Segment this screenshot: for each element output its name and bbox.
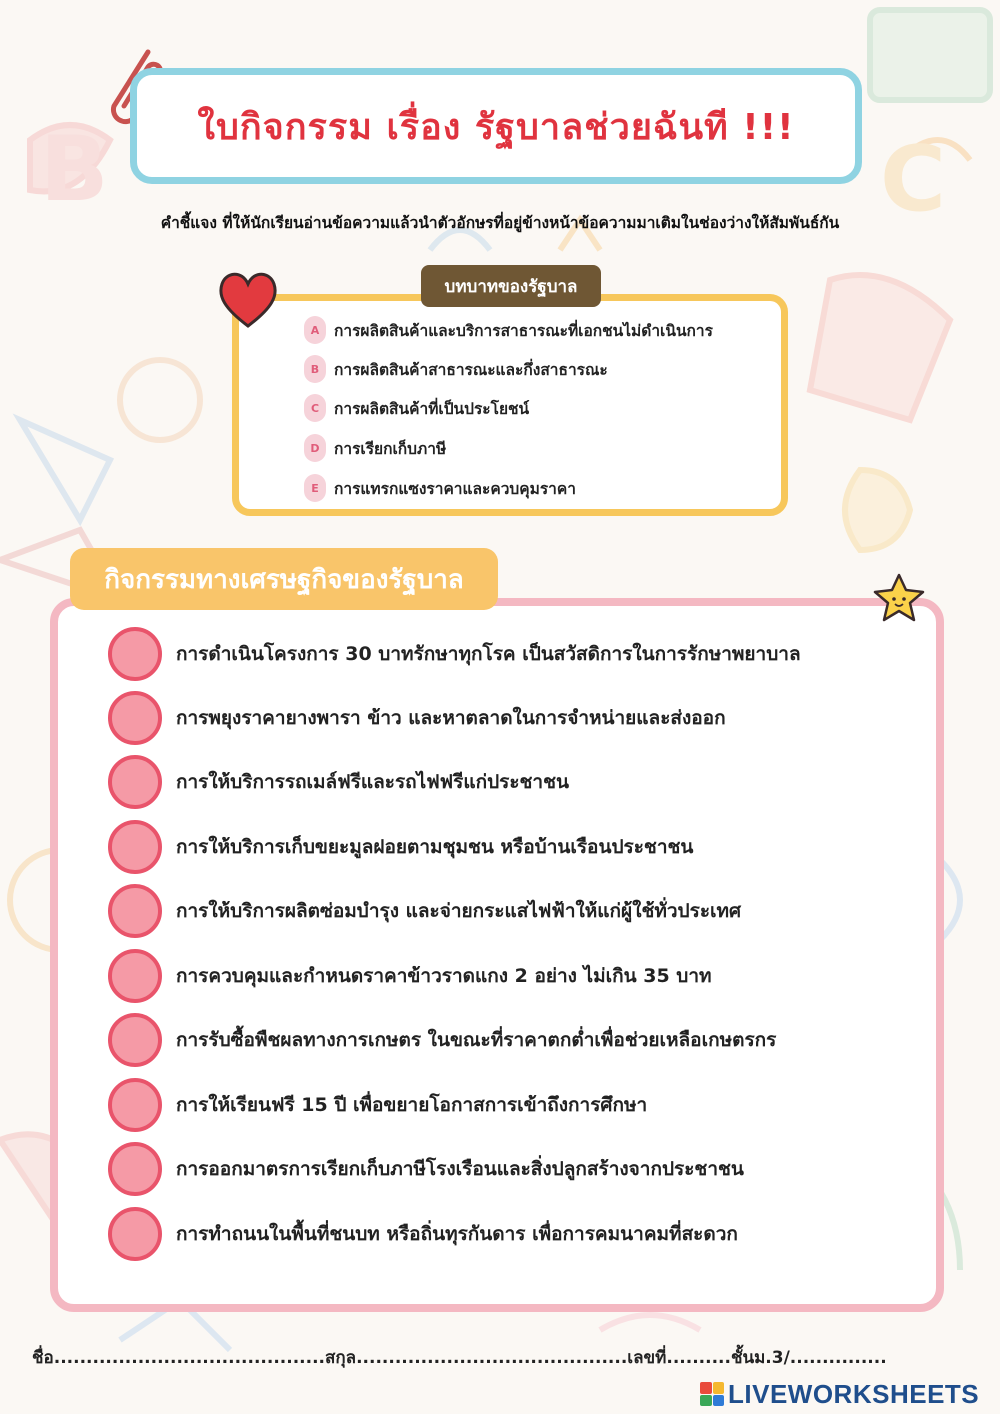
role-item-a bbox=[304, 316, 713, 344]
answer-circle[interactable] bbox=[108, 691, 162, 745]
activity-text: การให้เรียนฟรี 15 ปี เพื่อขยายโอกาสการเข้าถึงการศึกษา bbox=[176, 1094, 648, 1116]
answer-circle[interactable] bbox=[108, 1207, 162, 1261]
brand-name: LIVEWORKSHEETS bbox=[728, 1378, 980, 1409]
answer-circle[interactable] bbox=[108, 1013, 162, 1067]
activity-row-10 bbox=[108, 1206, 738, 1262]
role-item-c bbox=[304, 394, 529, 422]
activity-text: การให้บริการผลิตซ่อมบำรุง และจ่ายกระแสไฟฟ้าให้แก่ผู้ใช้ทั่วประเทศ bbox=[176, 900, 742, 922]
heart-icon bbox=[216, 268, 280, 330]
role-item-b bbox=[304, 355, 608, 383]
answer-circle[interactable] bbox=[108, 1078, 162, 1132]
activity-text: การรับซื้อพืชผลทางการเกษตร ในขณะที่ราคาตกต่ำเพื่อช่วยเหลือเกษตรกร bbox=[176, 1029, 777, 1051]
role-item-d bbox=[304, 434, 446, 462]
page-title: ใบกิจกรรม เรื่อง รัฐบาลช่วยฉันที !!! bbox=[197, 106, 795, 148]
answer-circle[interactable] bbox=[108, 755, 162, 809]
instruction-text: คำชี้แจง ที่ให้นักเรียนอ่านข้อความแล้วนำตัวอักษรที่อยู่ข้างหน้าข้อความมาเติมในช่องว่างให้สัมพันธ์กัน bbox=[160, 214, 840, 232]
role-text: การแทรกแซงราคาและควบคุมราคา bbox=[334, 479, 576, 498]
star-icon bbox=[870, 572, 928, 624]
roles-header: บทบาทของรัฐบาล bbox=[421, 265, 601, 307]
activity-row-9 bbox=[108, 1141, 744, 1197]
activity-text: การให้บริการรถเมล์ฟรีและรถไฟฟรีแก่ประชาชน bbox=[176, 771, 569, 793]
activity-text: การพยุงราคายางพารา ข้าว และหาตลาดในการจำหน่ายและส่งออก bbox=[176, 707, 726, 729]
activity-row-1 bbox=[108, 626, 801, 682]
answer-circle[interactable] bbox=[108, 627, 162, 681]
answer-circle[interactable] bbox=[108, 1142, 162, 1196]
title-box bbox=[130, 68, 862, 184]
role-text: การผลิตสินค้าที่เป็นประโยชน์ bbox=[334, 399, 530, 418]
activity-text: การให้บริการเก็บขยะมูลฝอยตามชุมชน หรือบ้านเรือนประชาชน bbox=[176, 836, 694, 858]
answer-circle[interactable] bbox=[108, 820, 162, 874]
student-info-line: ชื่อ..........................................สกุล..........................................เลขที่..........ชั้นม.3/............... bbox=[32, 1348, 887, 1368]
activity-text: การทำถนนในพื้นที่ชนบท หรือถิ่นทุรกันดาร เพื่อการคมนาคมที่สะดวก bbox=[176, 1223, 738, 1245]
activity-row-3 bbox=[108, 754, 569, 810]
role-text: การผลิตสินค้าสาธารณะและกึ่งสาธารณะ bbox=[334, 360, 608, 379]
activities-header: กิจกรรมทางเศรษฐกิจของรัฐบาล bbox=[70, 548, 498, 610]
role-letter: D bbox=[304, 434, 326, 462]
activity-text: การควบคุมและกำหนดราคาข้าวราดแกง 2 อย่าง ไม่เกิน 35 บาท bbox=[176, 965, 712, 987]
svg-text:B: B bbox=[40, 117, 109, 222]
role-text: การเรียกเก็บภาษี bbox=[334, 439, 447, 458]
activity-row-4 bbox=[108, 819, 693, 875]
role-item-e bbox=[304, 474, 576, 502]
role-letter: C bbox=[304, 394, 326, 422]
activity-row-5 bbox=[108, 883, 741, 939]
activity-row-8 bbox=[108, 1077, 647, 1133]
role-letter: B bbox=[304, 355, 326, 383]
activity-row-6 bbox=[108, 948, 712, 1004]
answer-circle[interactable] bbox=[108, 949, 162, 1003]
role-letter: E bbox=[304, 474, 326, 502]
brand-logo bbox=[700, 1380, 979, 1408]
activity-text: การดำเนินโครงการ 30 บาทรักษาทุกโรค เป็นสวัสดิการในการรักษาพยาบาล bbox=[176, 643, 801, 665]
role-text: การผลิตสินค้าและบริการสาธารณะที่เอกชนไม่ดำเนินการ bbox=[334, 321, 713, 340]
activity-text: การออกมาตรการเรียกเก็บภาษีโรงเรือนและสิ่งปลูกสร้างจากประชาชน bbox=[176, 1158, 744, 1180]
role-letter: A bbox=[304, 316, 326, 344]
activity-row-7 bbox=[108, 1012, 776, 1068]
answer-circle[interactable] bbox=[108, 884, 162, 938]
liveworksheets-icon bbox=[700, 1382, 724, 1406]
svg-text:C: C bbox=[880, 127, 947, 232]
activity-row-2 bbox=[108, 690, 726, 746]
